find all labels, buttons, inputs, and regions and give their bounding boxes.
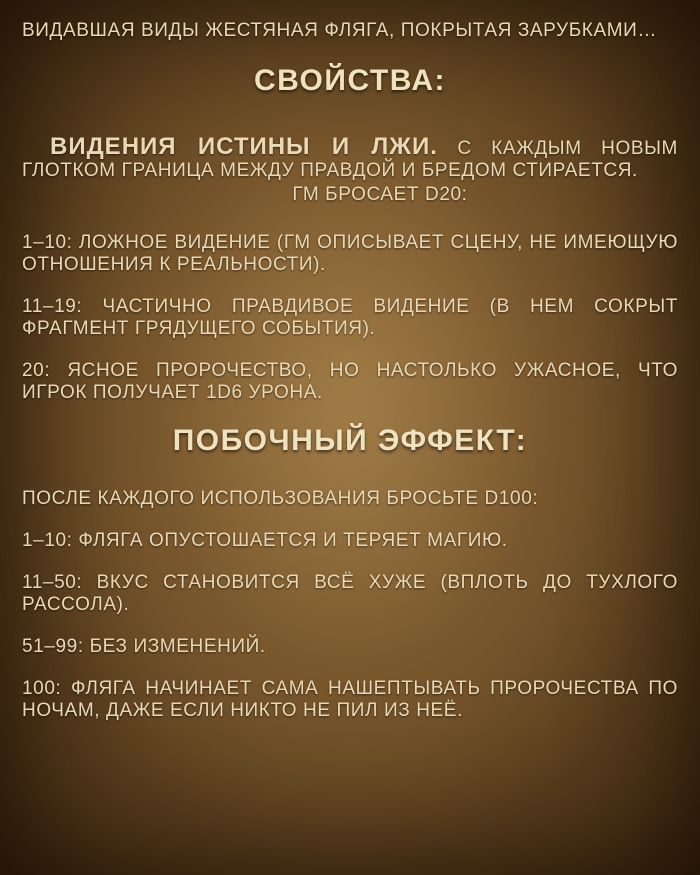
gm-roll-instruction: ГМ БРОСАЕТ D20: xyxy=(292,184,468,205)
side-effect-heading: ПОБОЧНЫЙ ЭФФЕКТ: xyxy=(172,424,528,457)
property-title: ВИДЕНИЯ ИСТИНЫ И ЛЖИ. xyxy=(50,133,438,160)
vision-outcome-1: 1–10: ЛОЖНОЕ ВИДЕНИЕ (ГМ ОПИСЫВАЕТ СЦЕНУ, НЕ ИМЕЮЩУЮ ОТНОШЕНИЯ К РЕАЛЬНОСТИ). xyxy=(22,232,678,275)
properties-heading: СВОЙСТВА: xyxy=(253,64,447,97)
vision-outcome-2: 11–19: ЧАСТИЧНО ПРАВДИВОЕ ВИДЕНИЕ (В НЕМ СОКРЫТ ФРАГМЕНТ ГРЯДУЩЕГО СОБЫТИЯ). xyxy=(22,296,678,339)
side-effect-outcome-4: 100: ФЛЯГА НАЧИНАЕТ САМА НАШЕПТЫВАТЬ ПРОРОЧЕСТВА ПО НОЧАМ, ДАЖЕ ЕСЛИ НИКТО НЕ ПИЛ ИЗ НЕЁ. xyxy=(22,678,678,721)
side-effect-outcome-3: 51–99: БЕЗ ИЗМЕНЕНИЙ. xyxy=(22,636,266,657)
side-effect-outcome-2: 11–50: ВКУС СТАНОВИТСЯ ВСЁ ХУЖЕ (ВПЛОТЬ ДО ТУХЛОГО РАССОЛА). xyxy=(22,572,678,615)
side-effect-intro: ПОСЛЕ КАЖДОГО ИСПОЛЬЗОВАНИЯ БРОСЬТЕ D100: xyxy=(22,488,539,509)
vision-outcome-3: 20: ЯСНОЕ ПРОРОЧЕСТВО, НО НАСТОЛЬКО УЖАСНОЕ, ЧТО ИГРОК ПОЛУЧАЕТ 1D6 УРОНА. xyxy=(22,360,678,403)
side-effect-outcome-1: 1–10: ФЛЯГА ОПУСТОШАЕТСЯ И ТЕРЯЕТ МАГИЮ. xyxy=(22,530,508,551)
property-text: С КАЖДЫМ НОВЫМ ГЛОТКОМ ГРАНИЦА МЕЖДУ ПРАВДОЙ И БРЕДОМ СТИРАЕТСЯ. xyxy=(22,138,678,181)
property-description xyxy=(22,133,678,182)
item-description: ВИДАВШАЯ ВИДЫ ЖЕСТЯНАЯ ФЛЯГА, ПОКРЫТАЯ ЗАРУБКАМИ… xyxy=(22,20,657,41)
